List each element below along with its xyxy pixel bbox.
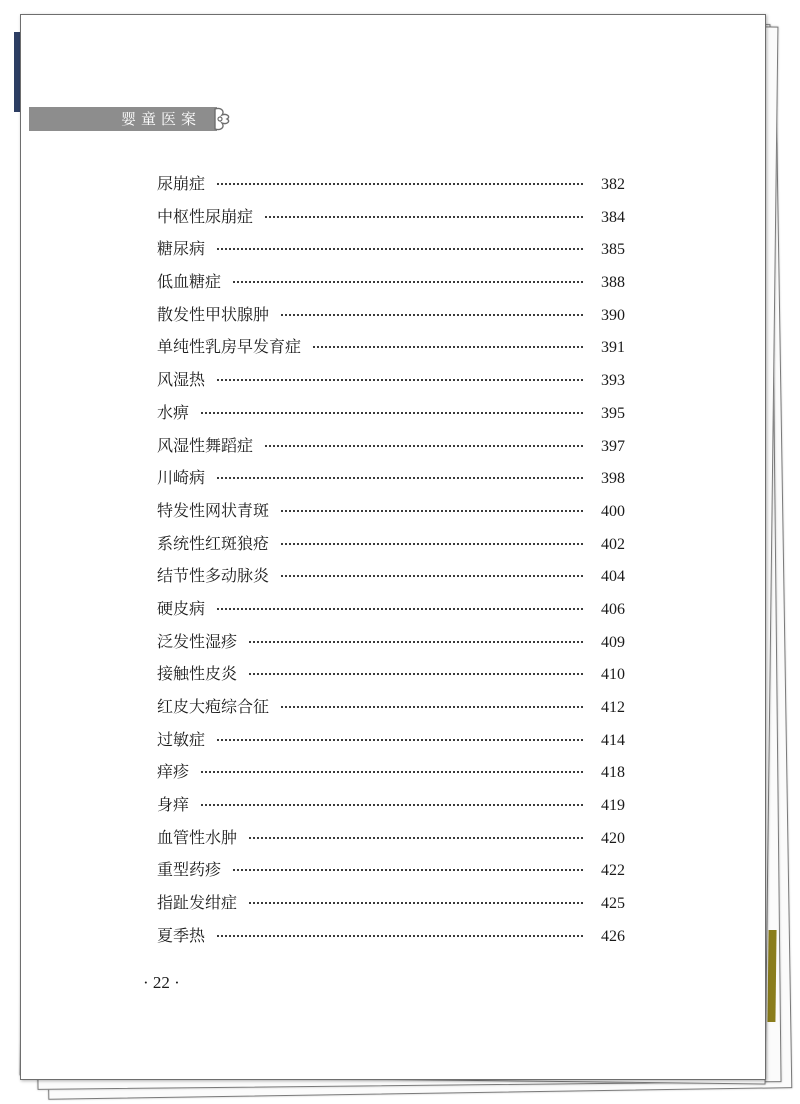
toc-entry[interactable]: [157, 465, 625, 498]
dot-leader: [233, 280, 583, 283]
toc-entry-page: 412: [601, 699, 625, 716]
cloud-ornament-icon: [213, 105, 235, 133]
dot-leader: [217, 738, 583, 741]
dot-leader: [249, 640, 583, 643]
dot-leader: [201, 411, 583, 414]
toc-entry-page: 406: [601, 600, 625, 618]
toc-entry[interactable]: [157, 334, 625, 367]
page-number: · 22 ·: [143, 973, 180, 992]
toc-entry[interactable]: [157, 433, 625, 466]
dot-leader: [281, 509, 583, 512]
toc-entry-title: 夏季热: [157, 925, 206, 945]
toc-entry[interactable]: [157, 596, 625, 629]
toc-entry-title: 特发性网状青斑: [157, 500, 270, 520]
toc-entry-page: 393: [601, 372, 625, 390]
toc-entry-title: 中枢性尿崩症: [157, 206, 254, 226]
toc-entry-title: 川崎病: [157, 468, 206, 488]
toc-entry-title: 低血糖症: [157, 272, 222, 292]
toc-entry-page: 425: [601, 895, 625, 913]
toc-entry-title: 尿崩症: [157, 174, 206, 193]
toc-entry[interactable]: [157, 727, 625, 760]
toc-entry[interactable]: [157, 204, 625, 237]
toc-entry[interactable]: [157, 923, 625, 956]
toc-entry-title: 红皮大疱综合征: [157, 697, 270, 716]
toc-entry-page: 420: [601, 829, 625, 847]
toc-entry-title: 风湿性舞蹈症: [157, 435, 254, 455]
toc-entry[interactable]: [157, 171, 625, 204]
toc-entry-title: 接触性皮炎: [157, 664, 238, 684]
book-page: [20, 14, 766, 1080]
toc-entry[interactable]: [157, 694, 625, 727]
dot-leader: [201, 803, 583, 806]
toc-entry[interactable]: [157, 661, 625, 694]
toc-entry[interactable]: [157, 825, 625, 858]
toc-entry-page: 402: [601, 535, 625, 553]
toc-entry-title: 痒疹: [157, 762, 190, 782]
dot-leader: [249, 672, 583, 675]
toc-entry[interactable]: [157, 629, 625, 662]
toc-entry[interactable]: [157, 367, 625, 400]
toc-entry-title: 泛发性湿疹: [157, 631, 238, 651]
toc-entry-title: 单纯性乳房早发育症: [157, 337, 302, 357]
toc-entry-page: 395: [601, 404, 625, 422]
dot-leader: [281, 705, 583, 708]
toc-entry[interactable]: [157, 857, 625, 890]
dot-leader: [217, 378, 583, 381]
toc-entry-page: 385: [601, 241, 625, 259]
toc-entry-page: 414: [601, 731, 625, 749]
dot-leader: [217, 607, 583, 610]
toc-entry-page: 419: [601, 797, 625, 815]
toc-entry-title: 过敏症: [157, 729, 206, 749]
toc-entry-page: 418: [601, 764, 625, 782]
toc-entry-page: 384: [601, 208, 625, 226]
table-of-contents: [157, 171, 625, 956]
toc-entry[interactable]: [157, 890, 625, 923]
toc-entry-page: 398: [601, 470, 625, 488]
toc-entry-title: 水痹: [157, 402, 190, 422]
toc-entry-page: 390: [601, 306, 625, 324]
dot-leader: [217, 934, 583, 937]
running-header-title: 婴童医案: [120, 110, 201, 128]
dot-leader: [249, 836, 583, 839]
toc-entry[interactable]: [157, 236, 625, 269]
toc-entry-page: 409: [601, 633, 625, 651]
toc-entry-page: 404: [601, 568, 625, 586]
toc-entry-page: 391: [601, 339, 625, 357]
toc-entry-page: 422: [601, 862, 625, 880]
dot-leader: [217, 476, 583, 479]
dot-leader: [265, 215, 583, 218]
dot-leader: [201, 770, 583, 773]
dot-leader: [233, 868, 583, 871]
dot-leader: [313, 345, 583, 348]
toc-entry-title: 风湿热: [157, 370, 206, 390]
dot-leader: [281, 574, 583, 577]
dot-leader: [217, 182, 583, 185]
dot-leader: [281, 542, 583, 545]
toc-entry-page: 397: [601, 437, 625, 455]
toc-entry-title: 血管性水肿: [157, 827, 238, 847]
dot-leader: [217, 247, 583, 250]
toc-entry[interactable]: [157, 302, 625, 335]
dot-leader: [265, 444, 583, 447]
toc-entry-page: 426: [601, 927, 625, 945]
dot-leader: [281, 313, 583, 316]
toc-entry-page: 382: [601, 176, 625, 193]
toc-entry-title: 结节性多动脉炎: [157, 566, 270, 586]
toc-entry[interactable]: [157, 269, 625, 302]
edge-accent: [767, 930, 776, 1022]
toc-entry[interactable]: [157, 498, 625, 531]
toc-entry-title: 身痒: [157, 795, 190, 815]
toc-entry-title: 硬皮病: [157, 598, 206, 618]
toc-entry-title: 糖尿病: [157, 239, 206, 259]
toc-entry[interactable]: [157, 400, 625, 433]
toc-entry[interactable]: [157, 531, 625, 564]
toc-entry[interactable]: [157, 563, 625, 596]
toc-entry-title: 指趾发绀症: [157, 893, 238, 913]
toc-entry[interactable]: [157, 759, 625, 792]
running-header: [29, 107, 217, 131]
toc-entry-title: 散发性甲状腺肿: [157, 304, 270, 324]
toc-entry-title: 重型药疹: [157, 860, 222, 880]
dot-leader: [249, 901, 583, 904]
toc-entry-title: 系统性红斑狼疮: [157, 533, 270, 553]
toc-entry-page: 388: [601, 274, 625, 292]
toc-entry-page: 400: [601, 502, 625, 520]
toc-entry-page: 410: [601, 666, 625, 684]
toc-entry[interactable]: [157, 792, 625, 825]
